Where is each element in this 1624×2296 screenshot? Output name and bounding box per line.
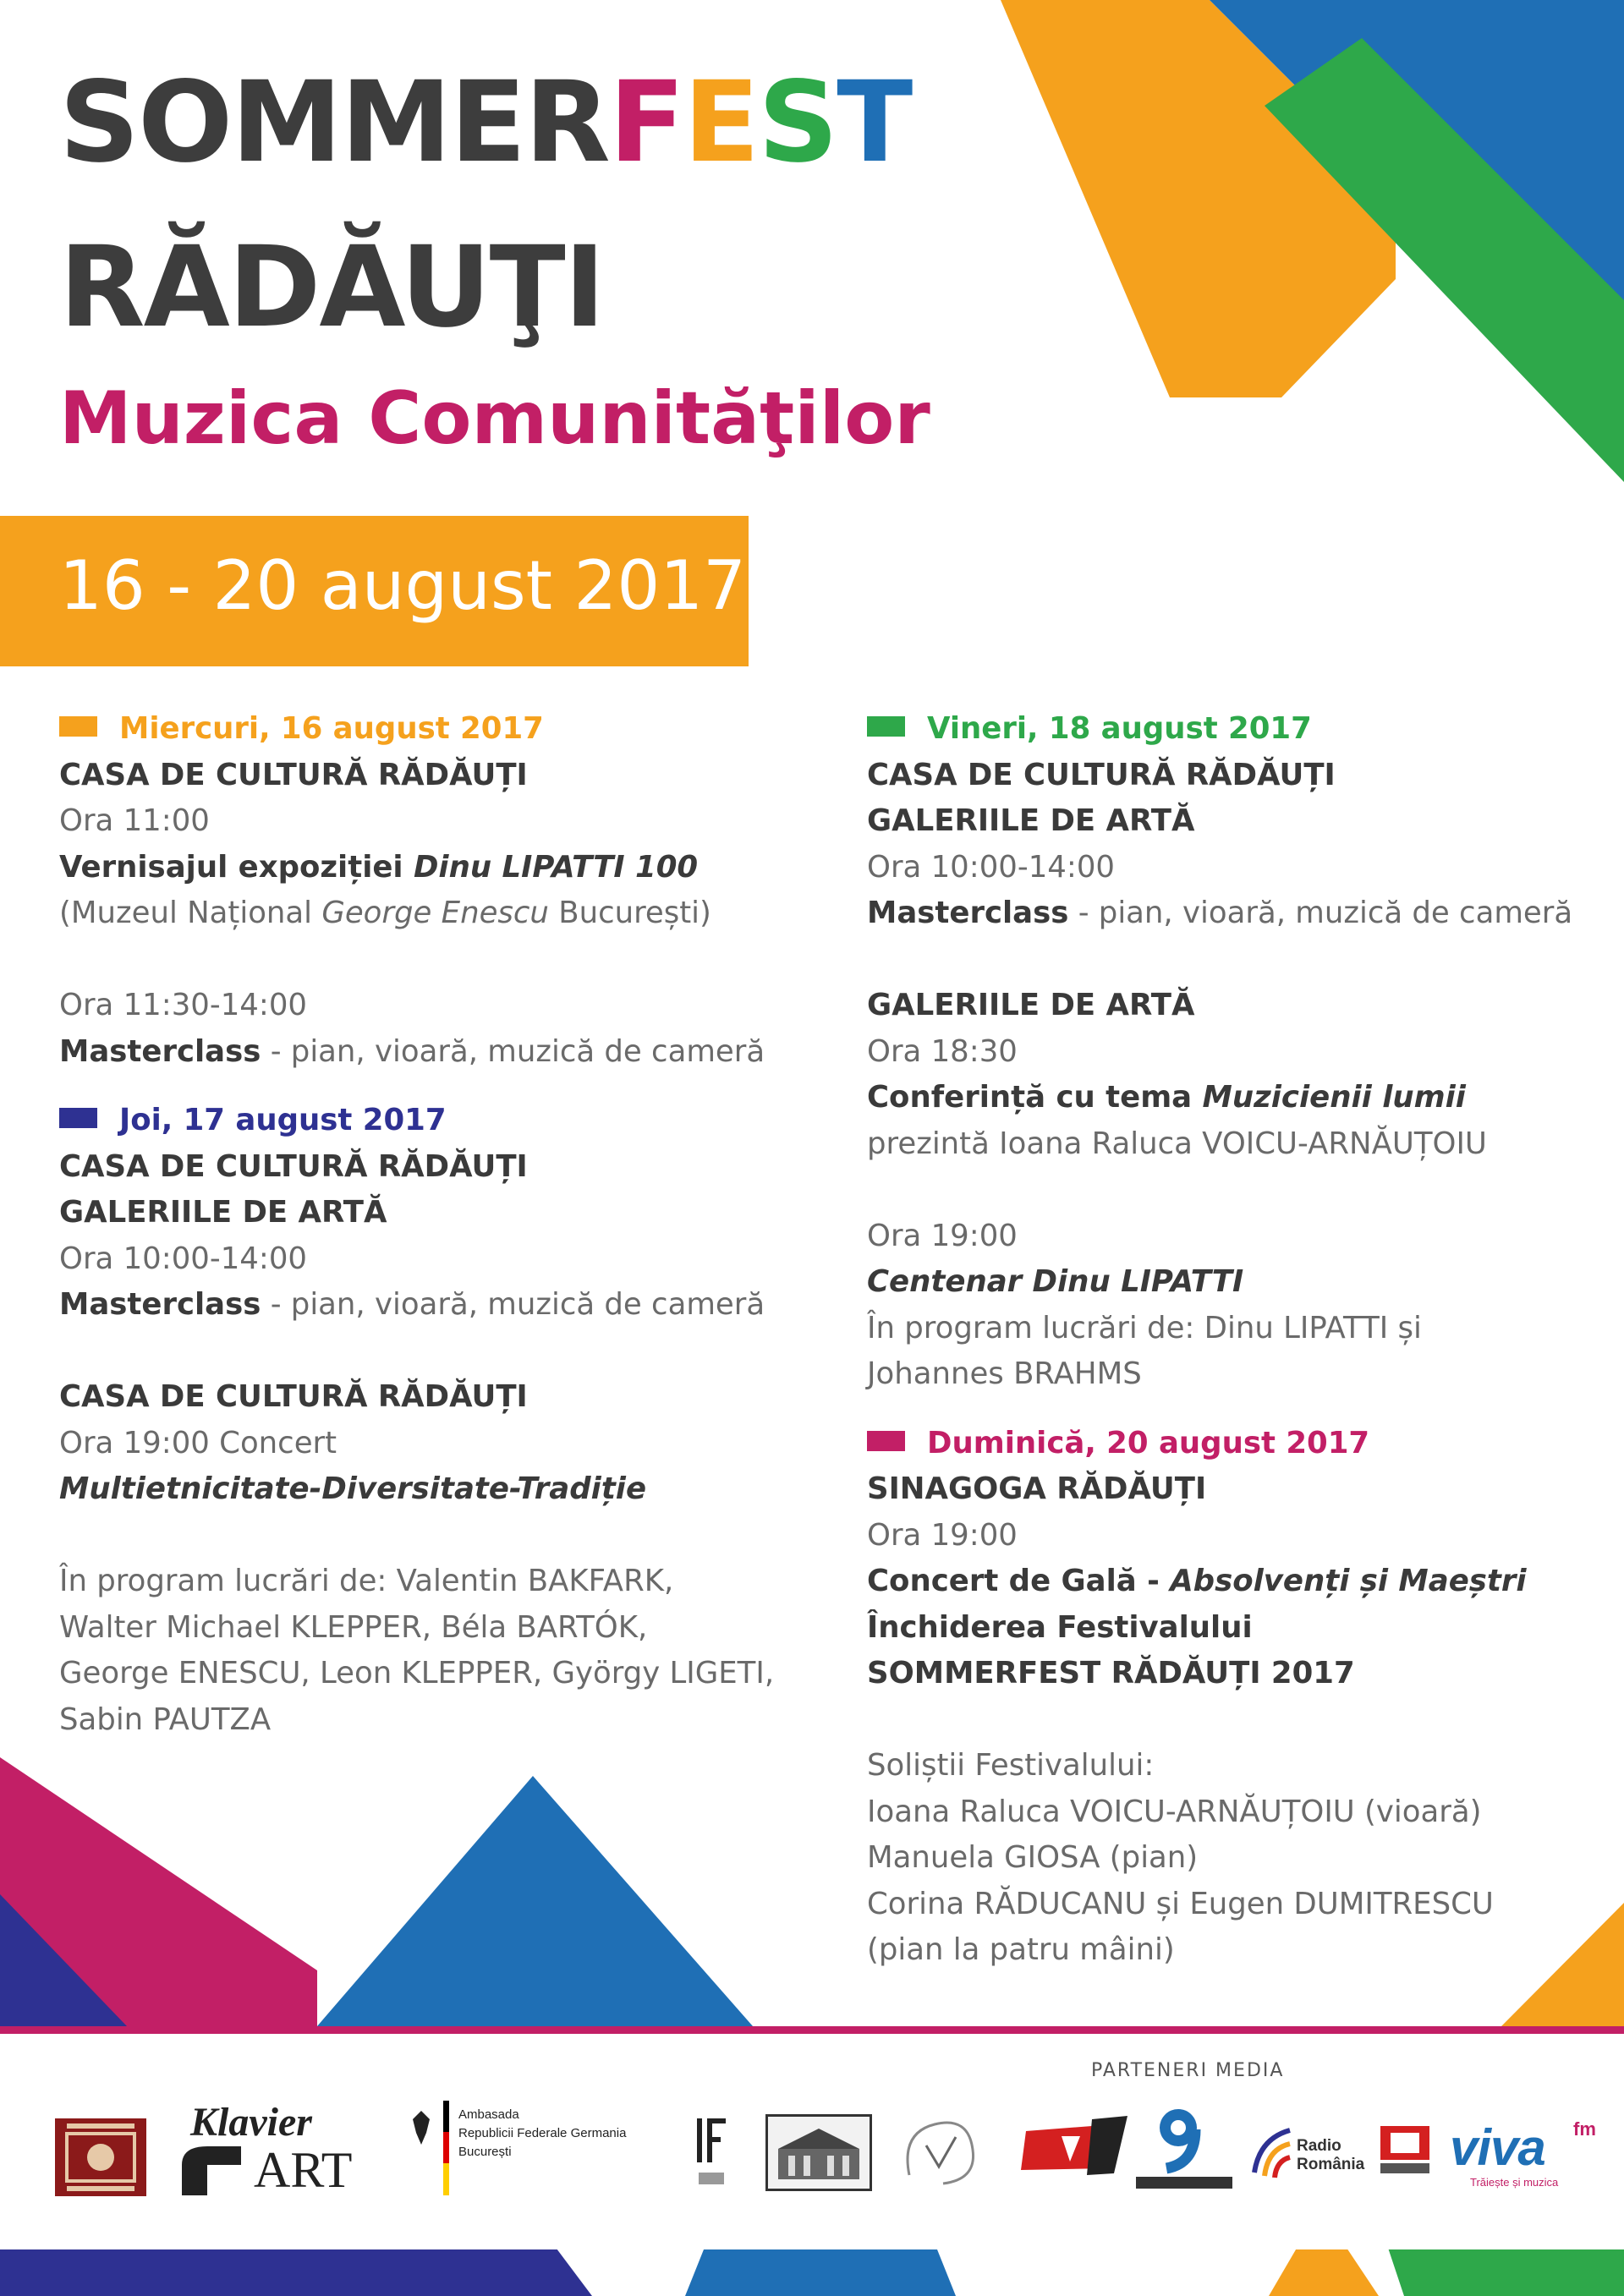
masterclass-line: Masterclass - pian, vioară, muzică de cameră [59, 1287, 765, 1322]
festival-city: RĂDĂUŢI [59, 222, 604, 353]
footer-green-shape [1387, 2245, 1624, 2296]
program-line: Walter Michael KLEPPER, Béla BARTÓK, [59, 1609, 648, 1645]
venue: GALERIILE DE ARTĂ [867, 988, 1195, 1022]
venue: CASA DE CULTURĂ RĂDĂUȚI [867, 757, 1336, 792]
program-line: Johannes BRAHMS [867, 1356, 1142, 1391]
casa-de-cultura-logo [55, 2118, 146, 2196]
german-flag-icon [443, 2101, 449, 2195]
event-title: Vernisajul expoziției Dinu LIPATTI 100 [59, 849, 699, 885]
footer-divider [0, 2026, 1624, 2034]
program-line: În program lucrări de: Dinu LIPATTI și [867, 1310, 1422, 1345]
time: Ora 11:00 [59, 803, 210, 838]
event-source: (Muzeul Național George Enescu București) [59, 896, 711, 930]
soloist-line: Manuela GIOSA (pian) [867, 1840, 1199, 1875]
magenta-square-marker [867, 1431, 905, 1451]
venue: GALERIILE DE ARTĂ [867, 803, 1195, 838]
time: Ora 19:00 Concert [59, 1425, 337, 1460]
time: Ora 10:00-14:00 [867, 849, 1115, 885]
venue: SINAGOGA RĂDĂUȚI [867, 1471, 1207, 1506]
festival-title: SOMMERFEST [59, 58, 912, 188]
title-letter-f: F [608, 58, 683, 188]
festival-dates: 16 - 20 august 2017 [59, 546, 747, 625]
closing-line: SOMMERFEST RĂDĂUȚI 2017 [867, 1656, 1355, 1690]
german-embassy-logo: Ambasada Republicii Federale Germania București [404, 2099, 683, 2200]
gala-title: Concert de Gală - Absolvenți și Maeștri [867, 1564, 1527, 1598]
klavier-art-logo: Klavier ART [173, 2099, 376, 2209]
title-letter-s: S [758, 58, 837, 188]
bottom-blue-triangle [317, 1776, 753, 2026]
time: Ora 18:30 [867, 1033, 1018, 1069]
soloist-line: (pian la patru mâini) [867, 1932, 1175, 1967]
schedule-left-column [59, 706, 820, 1743]
radio-romania-logo: Radio România [1248, 2118, 1374, 2188]
conference-presenter: prezintă Ioana Raluca VOICU-ARNĂUȚOIU [867, 1126, 1487, 1161]
day-heading-wednesday: Miercuri, 16 august 2017 [59, 706, 820, 753]
schedule-right-column [867, 706, 1611, 1974]
institute-logo [694, 2110, 729, 2190]
station-logo [1379, 2121, 1431, 2178]
sketch-logo [892, 2099, 987, 2196]
channel-9-logo [1129, 2099, 1239, 2196]
building-logo [765, 2114, 872, 2191]
conference-title: Conferință cu tema Muzicienii lumii [867, 1080, 1466, 1115]
title-letter-e: E [683, 58, 759, 188]
festival-subtitle: Muzica Comunităţilor [59, 376, 930, 461]
orange-square-marker [59, 716, 97, 737]
program-line: Sabin PAUTZA [59, 1701, 272, 1737]
title-letter-t: T [837, 58, 912, 188]
venue: CASA DE CULTURĂ RĂDĂUȚI [59, 1379, 528, 1414]
viva-fm-logo: viva fm Trăiește și muzica [1450, 2118, 1596, 2189]
time: Ora 19:00 [867, 1218, 1018, 1253]
closing-line: Închiderea Festivalului [867, 1609, 1253, 1645]
masterclass-line: Masterclass - pian, vioară, muzică de cameră [867, 896, 1573, 930]
venue: CASA DE CULTURĂ RĂDĂUȚI [59, 757, 528, 792]
time: Ora 19:00 [867, 1517, 1018, 1553]
program-line: George ENESCU, Leon KLEPPER, György LIGETI, [59, 1656, 775, 1690]
tv-channel-logo [1019, 2114, 1133, 2180]
time: Ora 11:30-14:00 [59, 988, 307, 1022]
venue: CASA DE CULTURĂ RĂDĂUȚI [59, 1148, 528, 1184]
masterclass-line: Masterclass - pian, vioară, muzică de cameră [59, 1033, 765, 1069]
media-partners-label: PARTENERI MEDIA [1091, 2060, 1285, 2081]
day-heading-thursday: Joi, 17 august 2017 [59, 1098, 820, 1144]
day-heading-friday: Vineri, 18 august 2017 [867, 706, 1611, 753]
time: Ora 10:00-14:00 [59, 1241, 307, 1276]
footer-orange-shape [1269, 2245, 1379, 2296]
concert-title: Multietnicitate-Diversitate-Tradiție [59, 1471, 647, 1506]
venue: GALERIILE DE ARTĂ [59, 1195, 387, 1230]
day-heading-sunday: Duminică, 20 august 2017 [867, 1421, 1611, 1467]
centenar-title: Centenar Dinu LIPATTI [867, 1264, 1244, 1299]
program-line: În program lucrări de: Valentin BAKFARK, [59, 1564, 674, 1598]
footer-navy-shape [0, 2245, 592, 2296]
soloist-line: Ioana Raluca VOICU-ARNĂUȚOIU (vioară) [867, 1794, 1482, 1829]
green-square-marker [867, 716, 905, 737]
soloists-heading: Soliștii Festivalului: [867, 1748, 1155, 1783]
navy-square-marker [59, 1108, 97, 1128]
soloist-line: Corina RĂDUCANU și Eugen DUMITRESCU [867, 1886, 1494, 1921]
